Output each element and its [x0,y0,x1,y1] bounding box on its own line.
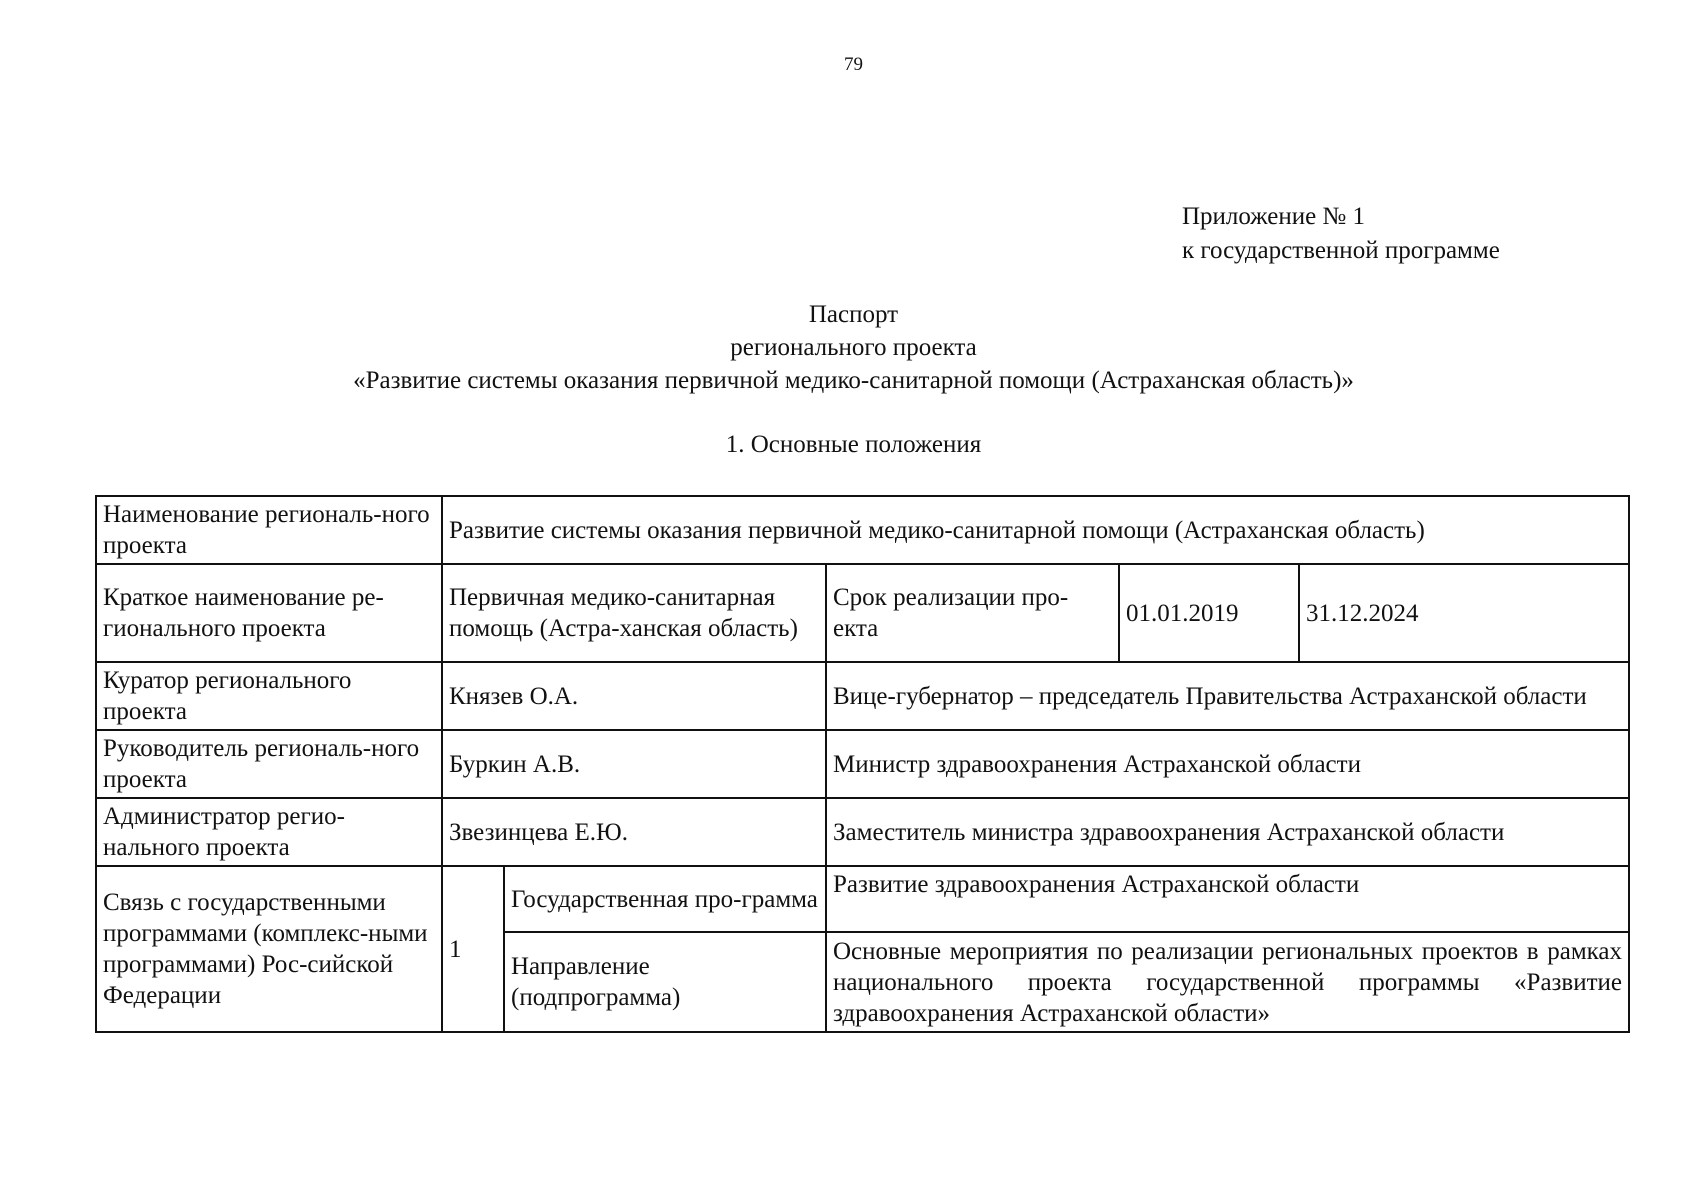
document-title [0,298,1707,397]
appendix-note [1182,200,1500,268]
program-link-number: 1 [442,866,504,1032]
term-label: Срок реализации про-екта [826,564,1119,662]
appendix-line-1: Приложение № 1 [1182,203,1366,230]
table-row-curator [96,662,1629,730]
title-line-3: «Развитие системы оказания первичной медико-санитарной помощи (Астраханская область)» [353,367,1354,394]
table-row-head [96,730,1629,798]
project-name-value: Развитие системы оказания первичной медико-санитарной помощи (Астраханская область) [442,496,1629,564]
section-heading: 1. Основные положения [725,431,982,458]
end-date: 31.12.2024 [1299,564,1629,662]
project-name-label: Наименование региональ-ного проекта [96,496,442,564]
state-program-value: Развитие здравоохранения Астраханской области [826,866,1629,932]
title-line-2: регионального проекта [730,334,977,361]
state-program-label: Государственная про-грамма [504,866,826,932]
table-row-program-link [96,866,1629,932]
appendix-line-2: к государственной программе [1182,237,1500,264]
curator-name: Князев О.А. [442,662,826,730]
direction-value: Основные мероприятия по реализации региональных проектов в рамках национального проекта государственной программы «Развитие здравоохранения Астраханской области» [826,932,1629,1032]
start-date: 01.01.2019 [1119,564,1299,662]
curator-label: Куратор регионального проекта [96,662,442,730]
short-name-label: Краткое наименование ре-гионального проекта [96,564,442,662]
administrator-position: Заместитель министра здравоохранения Астраханской области [826,798,1629,866]
short-name-value: Первичная медико-санитарная помощь (Астра-ханская область) [442,564,826,662]
head-label: Руководитель региональ-ного проекта [96,730,442,798]
table-row-project-name [96,496,1629,564]
passport-table [95,495,1630,1033]
head-position: Министр здравоохранения Астраханской области [826,730,1629,798]
administrator-label: Администратор регио-нального проекта [96,798,442,866]
curator-position: Вице-губернатор – председатель Правительства Астраханской области [826,662,1629,730]
table-row-short-name [96,564,1629,662]
title-line-1: Паспорт [808,301,899,328]
administrator-name: Звезинцева Е.Ю. [442,798,826,866]
program-link-label: Связь с государственными программами (комплекс-ными программами) Рос-сийской Федерации [96,866,442,1032]
table-row-administrator [96,798,1629,866]
head-name: Буркин А.В. [442,730,826,798]
page-number: 79 [844,54,863,75]
direction-label: Направление (подпрограмма) [504,932,826,1032]
